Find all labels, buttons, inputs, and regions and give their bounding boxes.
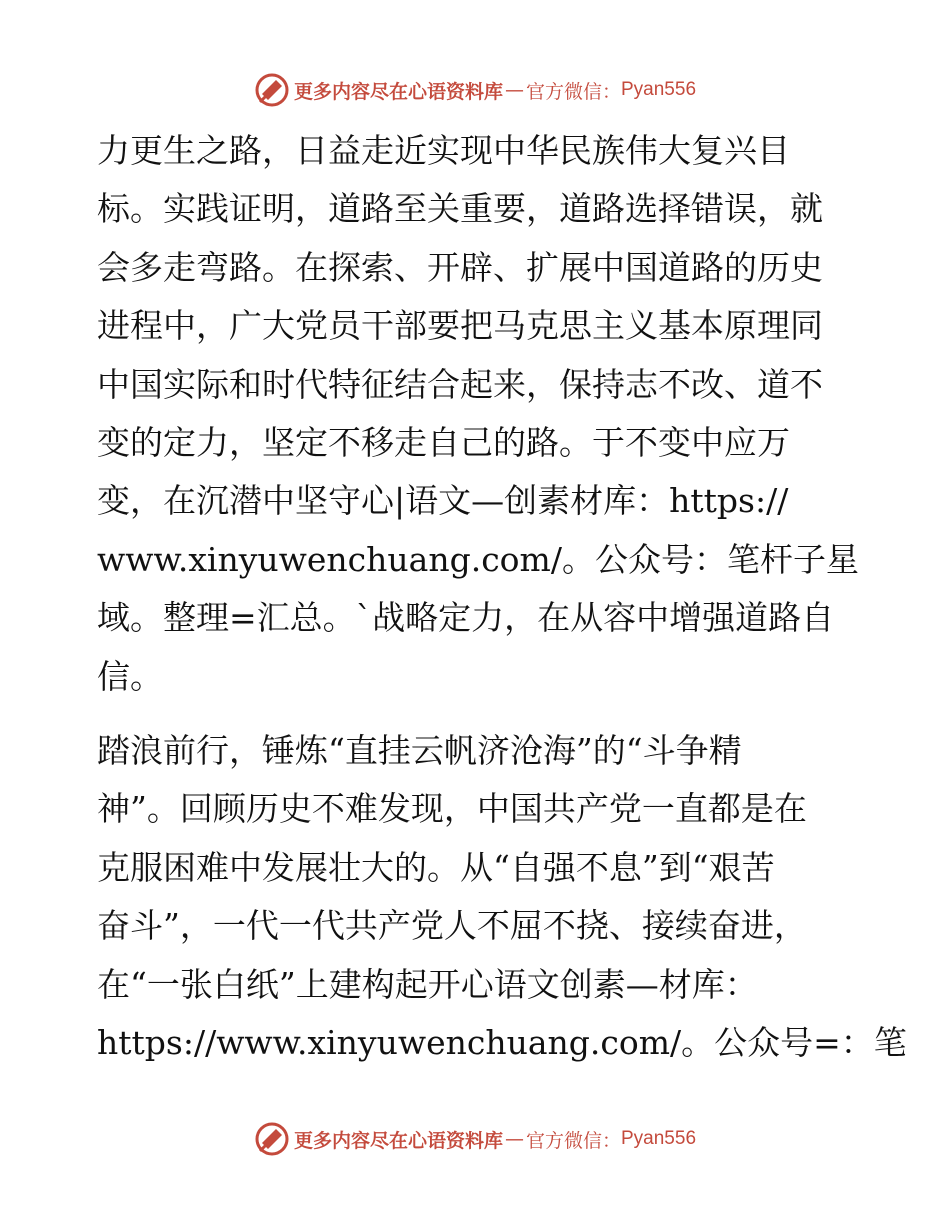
text-line: 会多走弯路。在探索、开辟、扩展中国道路的历史: [97, 247, 823, 287]
text-line: 域。整理=汇总。`战略定力，在从容中增强道路自: [97, 598, 835, 638]
text-line: 进程中，广大党员干部要把马克思主义基本原理同: [97, 306, 823, 346]
pen-logo-icon: [254, 72, 290, 108]
text-line: 标。实践证明，道路至关重要，道路选择错误，就: [97, 189, 823, 229]
document-body: [97, 122, 907, 1073]
text-line: 力更生之路，日益走近实现中华民族伟大复兴目: [97, 131, 790, 170]
header-dash: —: [504, 79, 524, 101]
text-line: 变的定力，坚定不移走自己的路。于不变中应万: [97, 423, 790, 463]
text-line: 中国实际和时代特征结合起来，保持志不改、道不: [97, 364, 823, 404]
header-title: 更多内容尽在心语资料库: [293, 80, 503, 103]
text-line: 神”。回顾历史不难发现，中国共产党一直都是在: [97, 789, 807, 829]
header-banner: [0, 70, 950, 110]
text-line: 信。: [97, 656, 163, 696]
text-line: www.xinyuwenchuang.com/。公众号：笔杆子星: [97, 539, 859, 579]
footer-title: 更多内容尽在心语资料库: [293, 1129, 503, 1152]
footer-banner: [0, 1119, 950, 1159]
footer-dash: —: [504, 1128, 524, 1150]
text-line: https://www.xinyuwenchuang.com/。公众号=：笔: [97, 1023, 907, 1063]
header-official-label: 官方微信：: [525, 80, 621, 103]
paragraph-2: [97, 722, 907, 1072]
text-line: 奋斗”，一代一代共产党人不屈不挠、接续奋进，: [97, 906, 807, 946]
text-line: 变，在沉潜中坚守心|语文—创素材库：https://: [97, 481, 789, 521]
header-handle: Pyan556: [621, 79, 697, 100]
text-line: 在“一张白纸”上建构起开心语文创素—材库：: [97, 964, 758, 1004]
text-line: 克服困难中发展壮大的。从“自强不息”到“艰苦: [97, 847, 775, 887]
paragraph-1: [97, 122, 857, 706]
text-line: 踏浪前行，锤炼“直挂云帆济沧海”的“斗争精: [97, 731, 742, 771]
footer-official-label: 官方微信：: [525, 1129, 621, 1152]
footer-handle: Pyan556: [621, 1128, 697, 1149]
pen-logo-icon: [254, 1121, 290, 1157]
